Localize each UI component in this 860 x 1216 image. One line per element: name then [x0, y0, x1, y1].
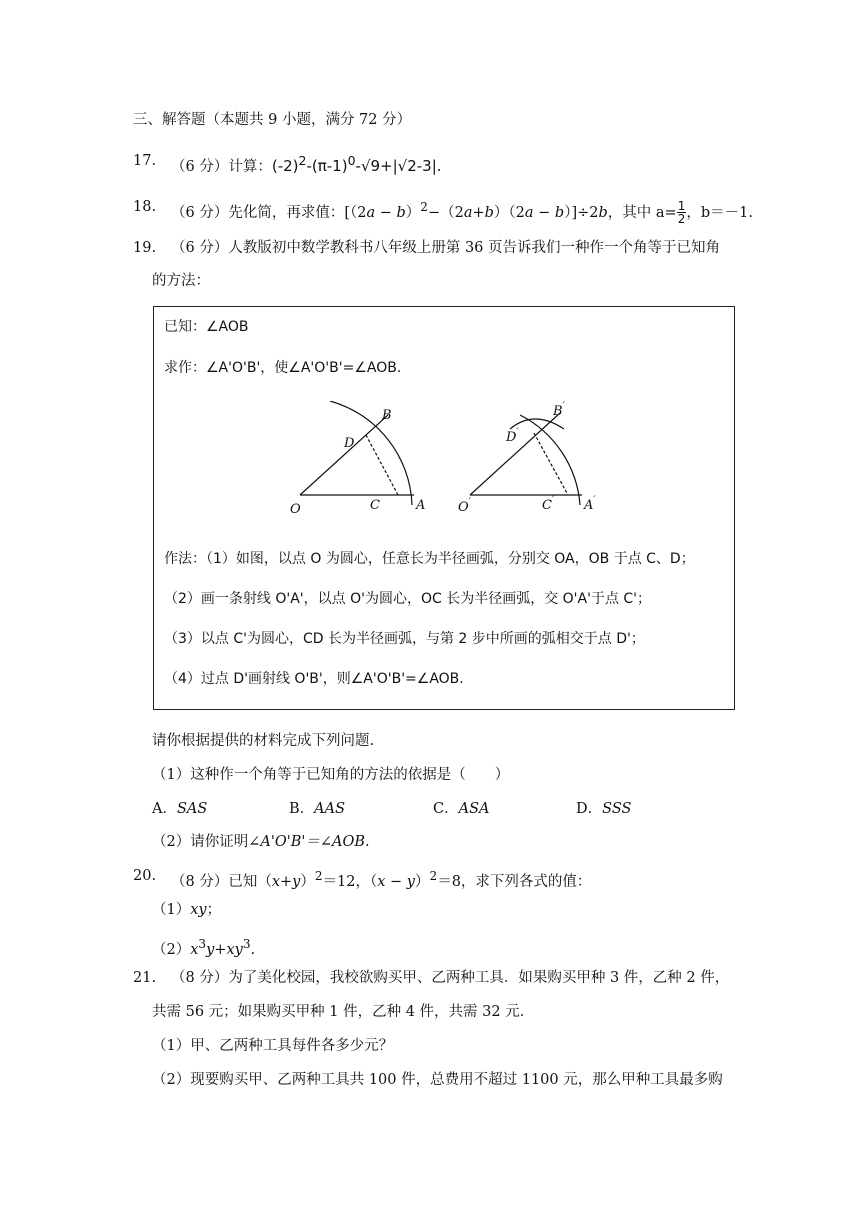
- option-c[interactable]: [433, 799, 490, 819]
- var: a+b: [463, 204, 494, 221]
- question-number: 19.: [133, 240, 157, 256]
- var: − b: [375, 204, 406, 221]
- text: （2）请你证明: [152, 834, 249, 850]
- text: （6 分）先化简，再求值：[（2: [171, 204, 367, 221]
- box-find: 求作：∠A'O'B'，使∠A'O'B'=∠AOB.: [164, 360, 402, 376]
- expr-part: -√9+|√2-3|.: [355, 157, 442, 175]
- option-label: D．: [576, 801, 603, 817]
- option-value: AAS: [314, 801, 346, 817]
- text: .: [250, 941, 256, 958]
- text: .: [365, 834, 370, 850]
- question-21-line2: 共需 56 元；如果购买甲种 1 件，乙种 4 件，共需 32 元．: [152, 1004, 535, 1020]
- option-value: SAS: [176, 801, 208, 817]
- math: ∠A'O'B'＝∠AOB: [248, 834, 366, 850]
- arc-from-o-prime: [520, 415, 580, 505]
- text: ）: [300, 873, 315, 890]
- construction-box: [153, 306, 735, 710]
- figure-angle-aob: [286, 401, 436, 519]
- question-19-sub2: [152, 832, 370, 852]
- question-20-sub2: [152, 934, 255, 960]
- text: （2）: [152, 941, 191, 958]
- sup: 2: [429, 869, 438, 883]
- text: −（2: [427, 204, 464, 221]
- figure-angle-a-o-b-prime: [454, 399, 604, 519]
- option-label: B．: [289, 801, 315, 817]
- text: ，其中 a=: [607, 204, 677, 221]
- sup: 2: [420, 200, 428, 214]
- box-step-4: （4）过点 D'画射线 O'B'，则∠A'O'B'=∠AOB.: [164, 671, 464, 687]
- sup: 3: [198, 937, 207, 951]
- question-19-line1: （6 分）人教版初中数学教科书八年级上册第 36 页告诉我们一种作一个角等于已知角: [171, 240, 721, 256]
- question-20-sub1: [152, 900, 221, 920]
- question-17-lead-text: （6 分）计算：: [171, 159, 272, 175]
- label-o-prime: O′: [458, 497, 471, 515]
- expr-part: -(π-1): [306, 157, 348, 175]
- ray-ob: [300, 415, 388, 495]
- segment-c-d-prime-dashed: [534, 433, 568, 495]
- question-21-line1: （8 分）为了美化校园，我校欲购买甲、乙两种工具．如果购买甲种 3 件，乙种 2 件，: [171, 970, 730, 986]
- question-number: 21.: [133, 970, 157, 986]
- question-21-sub2: （2）现要购买甲、乙两种工具共 100 件，总费用不超过 1100 元，那么甲种工具最多购: [152, 1072, 723, 1088]
- arc-cd: [330, 401, 412, 505]
- var: a − b: [524, 204, 565, 221]
- text: ）: [415, 873, 430, 890]
- sup: 3: [242, 937, 251, 951]
- box-step-1: 作法：（1）如图，以点 O 为圆心，任意长为半径画弧，分别交 OA，OB 于点 C、D；: [164, 551, 695, 567]
- label-a: A: [416, 498, 426, 513]
- label-b-prime: B′: [553, 401, 565, 419]
- var: x − y: [377, 873, 416, 890]
- expr-sup: 0: [347, 153, 356, 168]
- option-a[interactable]: [152, 799, 207, 819]
- question-19-prompt: 请你根据提供的材料完成下列问题.: [152, 733, 375, 749]
- segment-cd-dashed: [366, 435, 398, 495]
- option-label: C．: [433, 801, 459, 817]
- var: x+y: [271, 873, 301, 890]
- question-number: 17.: [133, 153, 157, 169]
- expr-part: (-2): [271, 157, 299, 175]
- var: b: [598, 204, 608, 221]
- text: ）（2: [493, 204, 525, 221]
- option-d[interactable]: [576, 799, 631, 819]
- option-label: A．: [152, 801, 177, 817]
- label-a-prime: A′: [584, 495, 596, 513]
- label-d: D: [344, 436, 355, 451]
- expr-sup: 2: [298, 153, 307, 168]
- question-18-text: （6 分）先化简，再求值：$[(2a - b)^2-(2a+b)(2a - b)]\div 2b$，其中 a= $\frac{1}{2}$ ，b＝－1.: [171, 199, 753, 227]
- text: ＝12，（: [322, 873, 378, 890]
- text: ，b＝－1.: [686, 204, 753, 221]
- var: xy: [190, 902, 207, 918]
- question-number: 20.: [133, 868, 157, 884]
- label-c: C: [370, 498, 380, 513]
- question-21-sub1: （1）甲、乙两种工具每件各多少元？: [152, 1038, 394, 1054]
- box-step-2: （2）画一条射线 O'A'，以点 O'为圆心，OC 长为半径画弧，交 O'A'于点 C'；: [164, 591, 652, 607]
- text: ＝8，求下列各式的值：: [437, 873, 592, 890]
- box-given: 已知：∠AOB: [164, 319, 249, 335]
- question-17-lead: [171, 151, 442, 177]
- fraction: [677, 200, 687, 225]
- label-d-prime: D′: [506, 427, 519, 445]
- box-step-3: （3）以点 C'为圆心，CD 长为半径画弧，与第 2 步中所画的弧相交于点 D'；: [164, 631, 645, 647]
- option-b[interactable]: [289, 799, 345, 819]
- question-number: 18.: [133, 199, 157, 215]
- text: （1）: [152, 902, 191, 918]
- section-header: 三、解答题（本题共 9 小题，满分 72 分）: [133, 112, 412, 128]
- text: （8 分）已知（: [171, 873, 272, 890]
- text: ）]÷2: [564, 204, 599, 221]
- option-value: ASA: [458, 801, 490, 817]
- question-17-expression: [271, 153, 442, 175]
- label-c-prime: C′: [542, 495, 555, 513]
- text: ；: [206, 902, 222, 918]
- var: y+xy: [206, 941, 243, 958]
- fraction-numerator: 1: [677, 199, 686, 214]
- question-20-text: [171, 866, 591, 892]
- sup: 2: [314, 869, 323, 883]
- option-value: SSS: [602, 801, 632, 817]
- question-19-line2: 的方法：: [152, 273, 210, 289]
- var: x: [190, 941, 199, 958]
- var: a: [366, 204, 376, 221]
- question-19-sub1: （1）这种作一个角等于已知角的方法的依据是（ ）: [152, 767, 510, 783]
- label-o: O: [290, 502, 301, 517]
- label-b: B: [382, 408, 392, 423]
- fraction-denominator: 2: [677, 212, 686, 227]
